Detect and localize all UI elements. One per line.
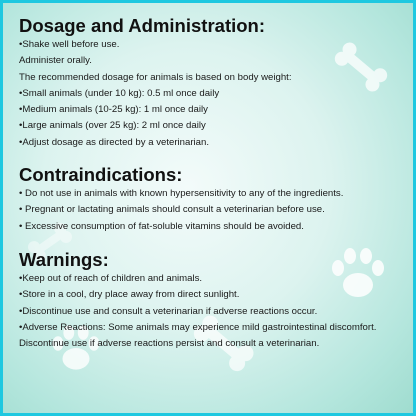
text-line: Administer orally.: [19, 55, 92, 67]
text-line: • Do not use in animals with known hypersensitivity to any of the ingredients.: [19, 188, 344, 200]
text-line: • Pregnant or lactating animals should consult a veterinarian before use.: [19, 204, 325, 216]
text-line: •Small animals (under 10 kg): 0.5 ml once daily: [19, 87, 220, 99]
section-heading: Contraindications:: [19, 164, 183, 186]
text-line: • Excessive consumption of fat-soluble vitamins should be avoided.: [19, 220, 304, 232]
contraindications-section: [19, 164, 409, 235]
warnings-section: [19, 249, 409, 352]
text-line: •Adjust dosage as directed by a veterinarian.: [19, 136, 210, 148]
section-heading: Warnings:: [19, 248, 109, 270]
text-line: •Store in a cool, dry place away from direct sunlight.: [19, 289, 240, 301]
text-line: •Shake well before use.: [19, 39, 120, 50]
content: [19, 15, 409, 352]
text-line: •Large animals (over 25 kg): 2 ml once daily: [19, 120, 206, 132]
text-line: •Discontinue use and consult a veterinarian if adverse reactions occur.: [19, 305, 318, 317]
text-line: •Keep out of reach of children and animals.: [19, 272, 203, 284]
text-line: •Medium animals (10-25 kg): 1 ml once daily: [19, 104, 208, 116]
text-line: The recommended dosage for animals is based on body weight:: [19, 71, 292, 83]
dosage-section: [19, 15, 409, 151]
text-line: Discontinue use if adverse reactions persist and consult a veterinarian.: [19, 338, 320, 350]
section-heading: Dosage and Administration:: [19, 15, 266, 36]
text-line: •Adverse Reactions: Some animals may experience mild gastrointestinal discomfort.: [19, 321, 377, 333]
